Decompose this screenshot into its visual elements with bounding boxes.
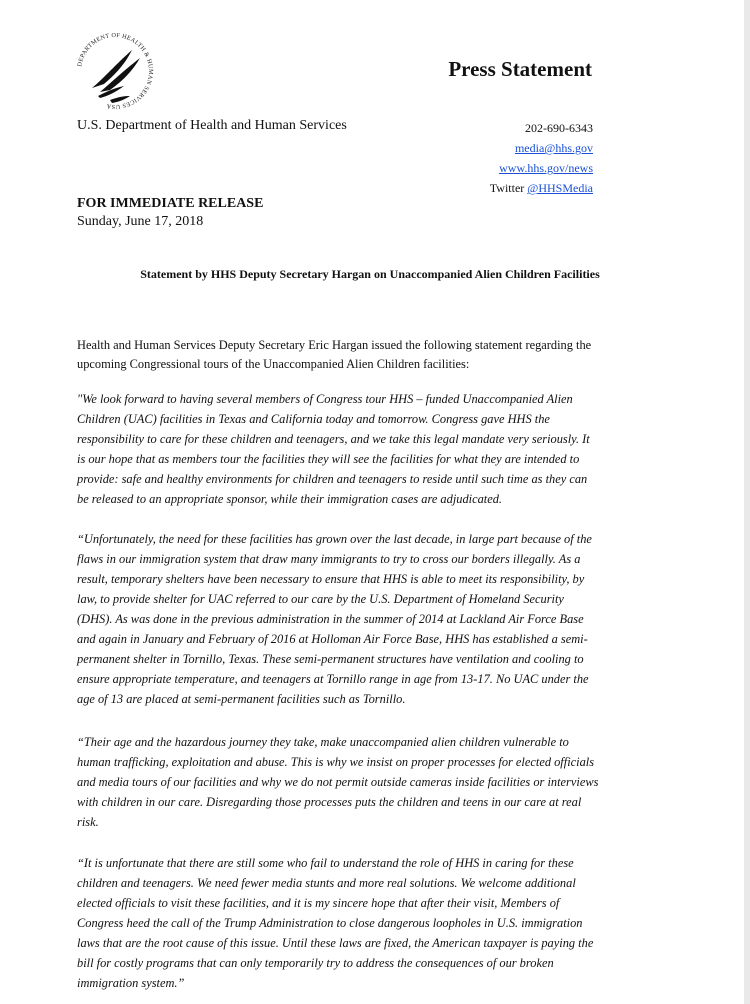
hhs-seal-graphic <box>70 26 160 116</box>
email-link[interactable]: media@hhs.gov <box>514 141 593 155</box>
phone-number: 202-690-6343 <box>525 121 593 135</box>
svg-text:DEPARTMENT OF HEALTH & HUMAN S: DEPARTMENT OF HEALTH & HUMAN SERVICES USA <box>76 31 155 111</box>
release-info <box>77 195 263 231</box>
quote-paragraph: “Their age and the hazardous journey they take, make unaccompanied alien children vulnerable to human trafficking, exploitation and abuse. This is why we insist on proper processes for elected officials and media tours of our facilities and why we do not permit outside cameras inside facilities or interviews with children in our care. Disregarding those processes puts the children and teens in our care at real risk. <box>77 735 599 829</box>
release-date: Sunday, June 17, 2018 <box>77 214 204 229</box>
release-label: FOR IMMEDIATE RELEASE <box>77 196 264 211</box>
twitter-label: Twitter <box>489 181 525 195</box>
quote-paragraph: “Unfortunately, the need for these facilities has grown over the last decade, in large part because of the flaws in our immigration system that draw many immigrants to try to cross our borders illegally. As a result, temporary shelters have been necessary to ensure that HHS is able to meet its responsibility, by law, to provide shelter for UAC referred to our care by the U.S. Department of Homeland Security (DHS). As was done in the previous administration in the summer of 2014 at Lackland Air Force Base and again in January and February of 2016 at Holloman Air Force Base, HHS has established a semi-permanent shelter in Tornillo, Texas. These semi-permanent structures have ventilation and cooling to ensure appropriate temperature, and teenagers at Tornillo range in age from 13-17. No UAC under the age of 13 are placed at semi-permanent facilities such as Tornillo. <box>77 532 592 706</box>
twitter-line <box>380 178 593 198</box>
quote-paragraph: "We look forward to having several members of Congress tour HHS – funded Unaccompanied Alien Children (UAC) facilities in Texas and California today and tomorrow. Congress gave HHS the responsibility to care for these children and teenagers, and we take this legal mandate very seriously. It is our hope that as members tour the facilities they will see the facilities for what they are intended to provide: safe and healthy environments for children and teenagers to reside until such time as they can be released to an appropriate sponsor, while their immigration cases are adjudicated. <box>77 392 590 506</box>
website-link[interactable]: www.hhs.gov/news <box>499 161 593 175</box>
department-name: U.S. Department of Health and Human Services <box>77 118 347 133</box>
twitter-link[interactable]: @HHSMedia <box>527 181 593 195</box>
hhs-seal-logo <box>70 26 160 116</box>
statement-headline: Statement by HHS Deputy Secretary Hargan on Unaccompanied Alien Children Facilities <box>140 267 600 281</box>
page-title: Press Statement <box>448 57 592 81</box>
intro-paragraph: Health and Human Services Deputy Secretary Eric Hargan issued the following statement regarding the upcoming Congressional tours of the Unaccompanied Alien Children facilities: <box>77 338 592 371</box>
scrollbar-track[interactable] <box>744 0 750 1004</box>
contact-block <box>380 118 593 198</box>
quote-paragraph: “It is unfortunate that there are still some who fail to understand the role of HHS in caring for these children and teenagers. We need fewer media stunts and more real solutions. We welcome additional elected officials to visit these facilities, and it is my sincere hope that after their visit, Members of Congress heed the call of the Trump Administration to close dangerous loopholes in U.S. immigration laws that are the root cause of this issue. Until these laws are fixed, the American taxpayer is paying the bill for costly programs that can only temporarily try to address the consequences of our broken immigration system.” <box>77 856 594 990</box>
